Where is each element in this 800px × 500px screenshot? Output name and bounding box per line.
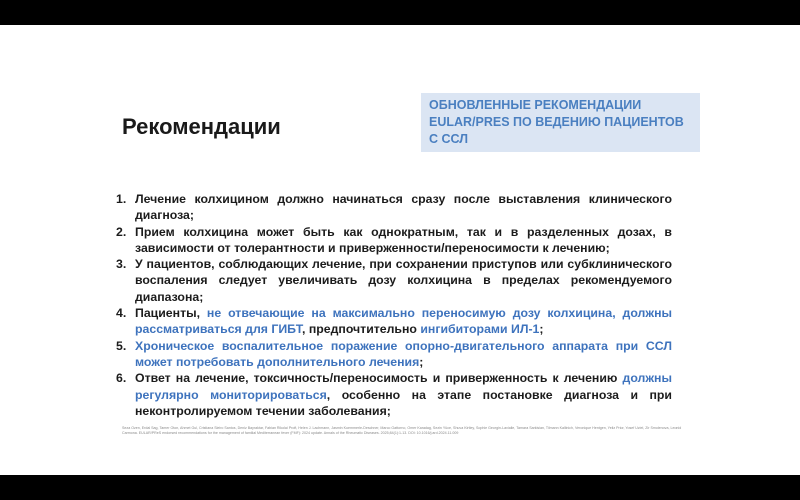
item-text: ; <box>539 322 544 337</box>
item-text: Лечение колхицином должно начинаться сразу после выставления клинического диагноза; <box>135 192 672 223</box>
item-text: ; <box>419 354 424 369</box>
item-number: 6. <box>116 371 127 386</box>
highlighted-text: ингибиторами ИЛ-1 <box>420 322 540 337</box>
item-number: 2. <box>116 224 127 239</box>
item-number: 3. <box>116 257 127 272</box>
recommendation-item <box>116 305 672 338</box>
recommendations-list <box>116 191 672 419</box>
subtitle-box <box>421 93 700 152</box>
citation-footnote: Seza Ozen, Erdal Sag, Tamer Oton, Ahmet Gul, Cristiana Sieiro Santos, Deniz Bayraktar, Fabian Rikolai Proft, Helen J. Lachmann, Jasmin Kuemmerle-Deschner, Marco Gattorno, Omer Karadag, Sezin Yüce, Shuva Kirtley, Sophie Georgin-Lavialle, Tamara Sarkisian, Tilmann Kallinich, Veronique Hentgen, Yeliz Prior, Yosef Uziel, Zir Smolenova, Leonid Carmona. EULAR/PReS endorsed recommendations for the management of familial Mediterranean fever (FMF): 2024 update. Annals of the Rheumatic Diseases. 2025;84(1):1-13. DOI: 10.1016/j.ard.2024.11.009 <box>122 426 682 435</box>
presentation-slide <box>0 25 800 475</box>
subtitle-text: ОБНОВЛЕННЫЕ РЕКОМЕНДАЦИИ EULAR/PRES ПО ВЕДЕНИЮ ПАЦИЕНТОВ С ССЛ <box>429 98 684 146</box>
recommendation-item <box>116 191 672 224</box>
item-text: У пациентов, соблюдающих лечение, при сохранении приступов или субклинического воспаления следует увеличивать дозу колхицина в пределах рекомендуемого диапазона; <box>135 257 672 304</box>
item-text: , предпочтительно <box>301 322 417 337</box>
highlighted-text: не отвечающие на максимально переносимую дозу колхицина, должны рассматриваться для ГИБТ <box>135 306 672 337</box>
recommendation-item <box>116 224 672 257</box>
recommendation-item <box>116 338 672 371</box>
item-text: Прием колхицина может быть как однократным, так и в разделенных дозах, в зависимости от толерантности и приверженности/переносимости к лечению; <box>135 224 672 255</box>
highlighted-text: должны регулярно мониторироваться <box>135 371 672 402</box>
item-number: 4. <box>116 306 127 321</box>
highlighted-text: Хроническое воспалительное поражение опорно-двигательного аппарата при ССЛ может потребовать дополнительного лечения <box>135 338 672 369</box>
item-number: 5. <box>116 338 127 353</box>
item-number: 1. <box>116 192 127 206</box>
item-text: Ответ на лечение, токсичность/переносимость и приверженность к лечению <box>135 371 618 386</box>
recommendation-item <box>116 256 672 305</box>
item-text: Пациенты, <box>135 306 201 321</box>
item-text: , особенно на этапе постановке диагноза и при неконтролируемом течении заболевания; <box>135 387 672 418</box>
recommendation-item <box>116 370 672 419</box>
slide-title: Рекомендации <box>122 114 281 139</box>
